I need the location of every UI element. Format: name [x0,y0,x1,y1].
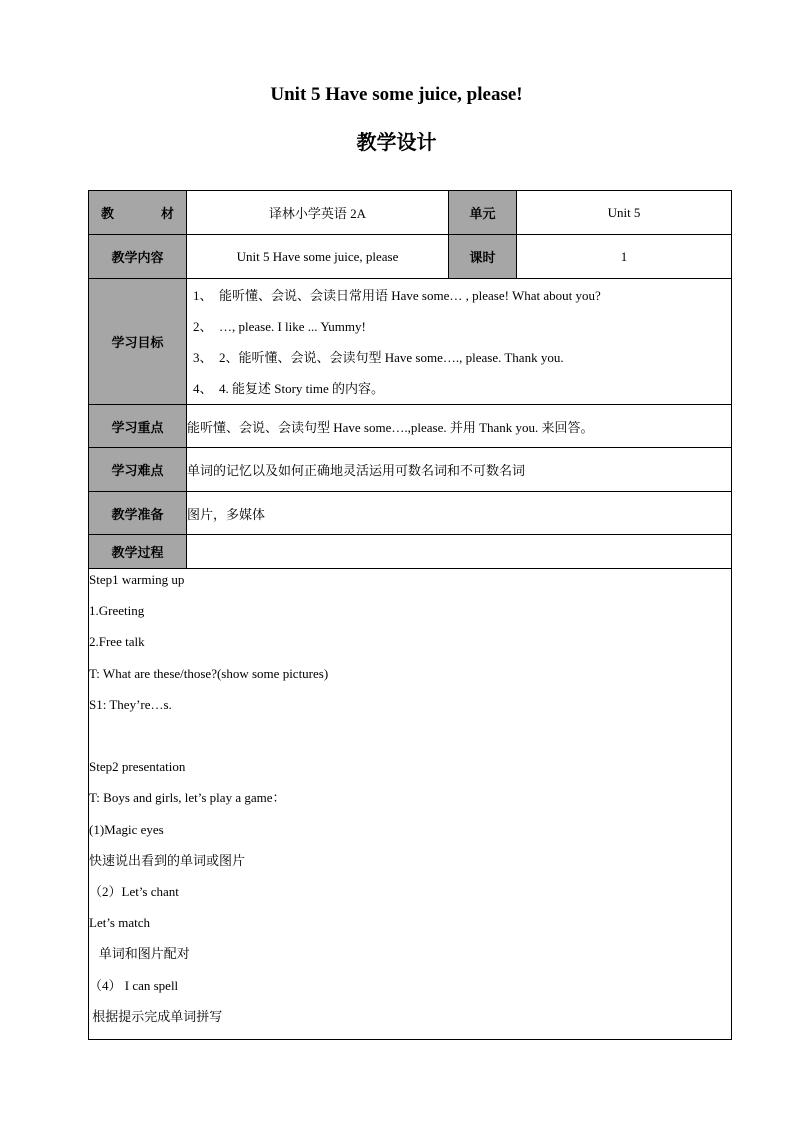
period-value: 1 [517,235,732,279]
goal-number: 3、 [193,349,213,365]
goal-item [187,373,731,404]
process-line: Step2 presentation [89,759,186,775]
goal-number: 4、 [193,380,213,396]
row-goals [89,279,732,405]
unit-value: Unit 5 [517,191,732,235]
process-line: 2.Free talk [89,634,145,650]
process-line: T: Boys and girls, let’s play a game： [89,790,286,806]
period-label: 课时 [449,235,517,279]
row-content [89,235,732,279]
preparation-value: 图片，多媒体 [187,492,732,535]
process-line: Step1 warming up [89,572,185,588]
document-subtitle: 教学设计 [356,130,437,154]
process-header-empty [187,535,732,569]
row-process-header [89,535,732,569]
row-textbook [89,191,732,235]
preparation-label: 教学准备 [89,492,187,535]
goal-text: 4. 能复述 Story time 的内容。 [219,380,385,396]
focus-label: 学习重点 [89,405,187,448]
process-line: S1: They’re…s. [89,696,172,712]
goal-text: 能听懂、会说、会读日常用语 Have some… , please! What about you? [219,287,601,303]
row-difficulty [89,448,732,492]
textbook-label: 教 材 [89,191,187,235]
process-line: 1.Greeting [89,603,145,619]
process-line: Let’s match [89,915,151,931]
goal-item [187,311,731,342]
content-label: 教学内容 [89,235,187,279]
process-line: T: What are these/those?(show some pictures) [89,665,329,681]
row-process-body [89,569,732,1040]
goal-item [187,342,731,373]
content-value: Unit 5 Have some juice, please [187,235,449,279]
process-line: (1)Magic eyes [89,821,164,837]
process-body [89,569,732,1040]
process-line: （4） I can spell [89,977,179,993]
goal-item [187,280,731,311]
goal-text: …, please. I like ... Yummy! [219,318,366,334]
difficulty-value: 单词的记忆以及如何正确地灵活运用可数名词和不可数名词 [187,448,732,492]
unit-label: 单元 [449,191,517,235]
row-focus [89,405,732,448]
process-line: （2）Let’s chant [89,883,179,899]
lesson-plan-table [88,190,732,1040]
textbook-value: 译林小学英语 2A [187,191,449,235]
process-label: 教学过程 [89,535,187,569]
process-line [89,726,731,757]
process-line: 根据提示完成单词拼写 [89,1008,223,1024]
difficulty-label: 学习难点 [89,448,187,492]
row-preparation [89,492,732,535]
goal-number: 2、 [193,318,213,334]
process-line: 单词和图片配对 [89,946,190,962]
goal-text: 2、能听懂、会说、会读句型 Have some…., please. Thank you. [219,349,564,365]
focus-value: 能听懂、会说、会读句型 Have some….,please. 并用 Thank you. 来回答。 [187,405,732,448]
goals-cell [187,279,732,405]
document-title: Unit 5 Have some juice, please! [270,84,523,105]
goal-number: 1、 [193,287,213,303]
process-line: 快速说出看到的单词或图片 [89,852,246,868]
goals-label: 学习目标 [89,279,187,405]
